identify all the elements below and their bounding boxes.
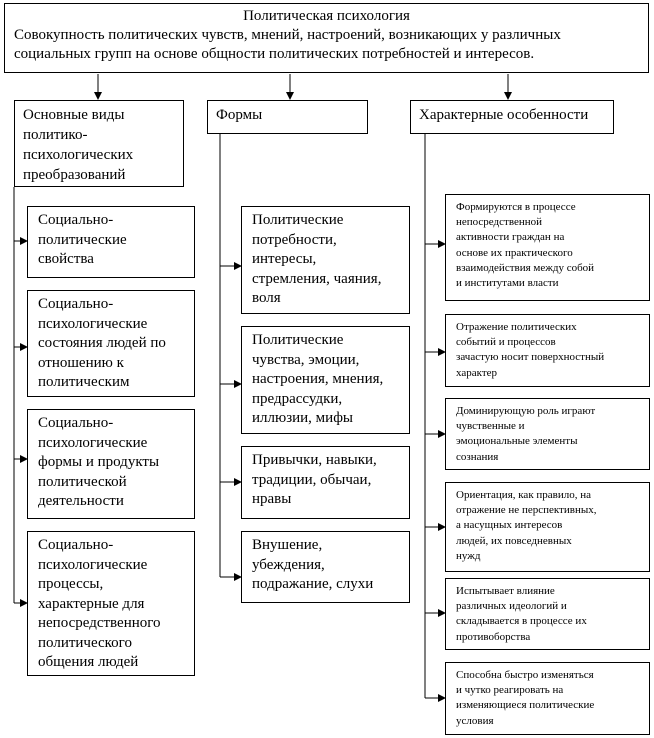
middle-item <box>241 326 410 434</box>
right-item-label: Испытывает влияние различных идеологий и складывается в процессе их противоборства <box>456 585 587 643</box>
left-header <box>14 100 184 187</box>
right-item <box>445 662 650 735</box>
middle-item <box>241 206 410 314</box>
root-definition: Совокупность политических чувств, мнений, настроений, возникающих у различных социальных групп на основе общности политических потребностей и интересов. <box>14 27 561 62</box>
right-item-label: Ориентация, как правило, на отражение не перспективных, а насущных интересов людей, их повседневных нужд <box>456 489 597 562</box>
left-item <box>27 206 195 278</box>
left-item <box>27 409 195 519</box>
right-item-label: Доминирующую роль играют чувственные и эмоциональные элементы сознания <box>456 405 596 463</box>
middle-item <box>241 446 410 519</box>
right-item-label: Отражение политических событий и процессов зачастую носит поверхностный характер <box>456 321 605 379</box>
left-item-label: Социально- политические свойства <box>38 212 127 267</box>
right-item <box>445 314 650 387</box>
middle-item-label: Политические потребности, интересы, стремления, чаяния, воля <box>252 212 382 306</box>
right-item <box>445 482 650 572</box>
right-header-label: Характерные особенности <box>419 107 589 123</box>
middle-item-label: Привычки, навыки, традиции, обычаи, нравы <box>252 452 377 507</box>
right-item-label: Способна быстро изменяться и чутко реагировать на изменяющиеся политические условия <box>456 669 595 727</box>
right-item-label: Формируются в процессе непосредственной активности граждан на основе их практического взаимодействия между собой и институтами власти <box>456 201 595 290</box>
middle-item-label: Политические чувства, эмоции, настроения, мнения, предрассудки, иллюзии, мифы <box>252 332 384 426</box>
middle-item <box>241 531 410 603</box>
root-title: Политическая психология <box>243 8 410 24</box>
right-header <box>410 100 614 134</box>
left-item-label: Социально- психологические формы и продукты политической деятельности <box>38 415 160 509</box>
right-item <box>445 398 650 470</box>
left-item <box>27 290 195 397</box>
left-item-label: Социально- психологические процессы, характерные для непосредственного политического общения людей <box>38 537 161 670</box>
middle-header-label: Формы <box>216 107 263 123</box>
right-item <box>445 578 650 650</box>
root-node <box>4 3 649 73</box>
middle-item-label: Внушение, убеждения, подражание, слухи <box>252 537 374 592</box>
left-header-label: Основные виды политико- психологических преобразований <box>23 107 134 183</box>
right-item <box>445 194 650 301</box>
middle-header <box>207 100 368 134</box>
left-item-label: Социально- психологические состояния людей по отношению к политическим <box>38 296 166 390</box>
left-item <box>27 531 195 676</box>
